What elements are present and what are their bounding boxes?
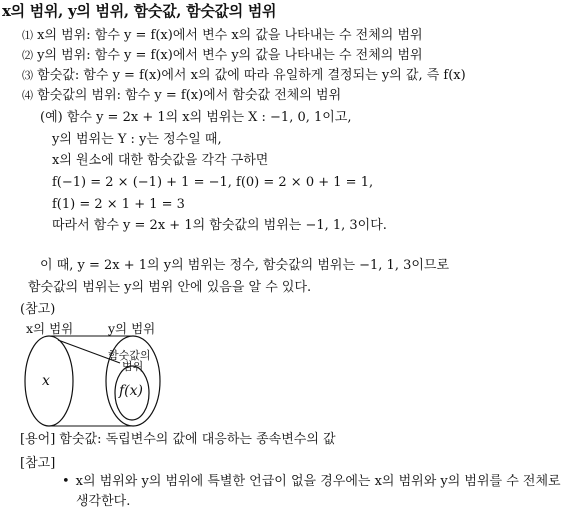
definition-4: [22, 88, 341, 104]
range-diagram: [16, 333, 196, 445]
function-value-range-label-2: 범위: [122, 360, 144, 373]
definition-1: [22, 28, 423, 44]
definition-number: ⑷: [22, 89, 33, 102]
definition-text: 함숫값: 함수 y = f(x)에서 x의 값에 따라 유일하게 결정되는 y의 값, 즉 f(x): [37, 68, 466, 83]
x-symbol: x: [42, 373, 50, 389]
definition-number: ⑴: [22, 29, 33, 42]
paragraph-line-1: 이 때, y = 2x + 1의 y의 범위는 정수, 함숫값의 범위는 −1, 1, 3이므로: [40, 258, 450, 273]
definition-2: [22, 48, 423, 64]
example-line-5: f(1) = 2 × 1 + 1 = 3: [52, 197, 185, 212]
definition-number: ⑵: [22, 49, 33, 62]
x-range-label: x의 범위: [26, 321, 74, 336]
example-line-3: x의 원소에 대한 함숫값을 각각 구하면: [52, 153, 269, 168]
term-definition: [용어] 함숫값: 독립변수의 값에 대응하는 종속변수의 값: [20, 432, 336, 447]
note-line-2: 생각한다.: [76, 494, 131, 509]
function-value-range-label-1: 함숫값의: [108, 349, 151, 362]
reference-label: (참고): [20, 302, 56, 317]
page-title: x의 범위, y의 범위, 함숫값, 함숫값의 범위: [2, 2, 277, 20]
definition-text: y의 범위: 함수 y = f(x)에서 변수 y의 값을 나타내는 수 전체의 범위: [37, 48, 423, 63]
example-line-6: 따라서 함수 y = 2x + 1의 함숫값의 범위는 −1, 1, 3이다.: [52, 218, 387, 233]
paragraph-line-2: 함숫값의 범위는 y의 범위 안에 있음을 알 수 있다.: [28, 280, 312, 295]
example-line-2: y의 범위는 Y : y는 정수일 때,: [52, 132, 222, 147]
definition-number: ⑶: [22, 69, 33, 82]
fx-symbol: f(x): [119, 383, 144, 399]
example-line-1: (예) 함수 y = 2x + 1의 x의 범위는 X : −1, 0, 1이고,: [40, 110, 352, 125]
definition-3: [22, 68, 466, 84]
definition-text: 함숫값의 범위: 함수 y = f(x)에서 함숫값 전체의 범위: [37, 88, 342, 103]
y-range-label: y의 범위: [108, 321, 156, 336]
note-line-1: • x의 범위와 y의 범위에 특별한 언급이 없을 경우에는 x의 범위와 y의 범위를 수 전체로: [62, 474, 561, 490]
definition-text: x의 범위: 함수 y = f(x)에서 변수 x의 값을 나타내는 수 전체의 범위: [37, 28, 423, 43]
note-label: [참고]: [20, 456, 56, 471]
example-line-4: f(−1) = 2 × (−1) + 1 = −1, f(0) = 2 × 0 + 1 = 1,: [52, 175, 374, 190]
